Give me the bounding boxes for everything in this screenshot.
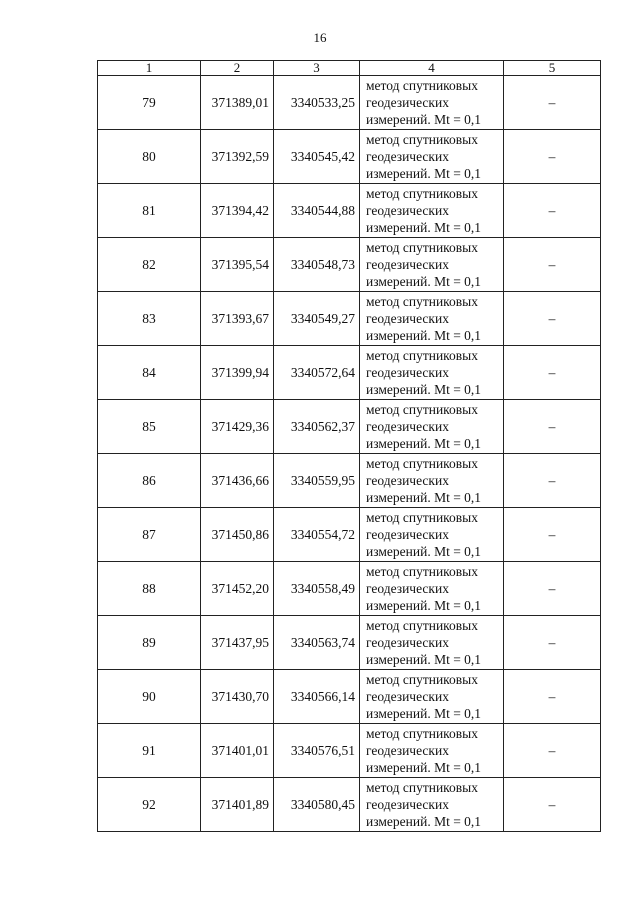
method-line-2: геодезических <box>366 365 449 380</box>
method-line-2: геодезических <box>366 635 449 650</box>
y-coordinate-cell: 3340533,25 <box>274 76 360 130</box>
point-number-cell: 79 <box>98 76 201 130</box>
y-coordinate-cell: 3340558,49 <box>274 562 360 616</box>
method-line-2: геодезических <box>366 149 449 164</box>
method-line-1: метод спутниковых <box>366 78 478 93</box>
method-cell <box>360 454 504 508</box>
method-cell <box>360 562 504 616</box>
y-coordinate-cell: 3340559,95 <box>274 454 360 508</box>
column-5-cell: – <box>504 346 601 400</box>
method-line-1: метод спутниковых <box>366 240 478 255</box>
table-row <box>98 724 601 778</box>
x-coordinate-cell: 371393,67 <box>201 292 274 346</box>
method-line-2: геодезических <box>366 689 449 704</box>
y-coordinate-cell: 3340554,72 <box>274 508 360 562</box>
x-coordinate-cell: 371437,95 <box>201 616 274 670</box>
method-line-1: метод спутниковых <box>366 726 478 741</box>
y-coordinate-cell: 3340562,37 <box>274 400 360 454</box>
method-line-3: измерений. Mt = 0,1 <box>366 112 482 127</box>
method-line-2: геодезических <box>366 527 449 542</box>
table-row <box>98 76 601 130</box>
method-cell <box>360 292 504 346</box>
point-number-cell: 84 <box>98 346 201 400</box>
x-coordinate-cell: 371389,01 <box>201 76 274 130</box>
method-line-3: измерений. Mt = 0,1 <box>366 490 482 505</box>
method-line-2: геодезических <box>366 581 449 596</box>
y-coordinate-cell: 3340572,64 <box>274 346 360 400</box>
page-number: 16 <box>313 30 327 45</box>
method-line-1: метод спутниковых <box>366 186 478 201</box>
column-header-4: 4 <box>360 61 504 76</box>
method-line-2: геодезических <box>366 743 449 758</box>
column-5-cell: – <box>504 400 601 454</box>
x-coordinate-cell: 371395,54 <box>201 238 274 292</box>
method-cell <box>360 670 504 724</box>
method-cell <box>360 238 504 292</box>
x-coordinate-cell: 371436,66 <box>201 454 274 508</box>
table-row <box>98 670 601 724</box>
column-5-cell: – <box>504 778 601 832</box>
method-cell <box>360 778 504 832</box>
method-cell <box>360 184 504 238</box>
method-line-3: измерений. Mt = 0,1 <box>366 706 482 721</box>
table-row <box>98 562 601 616</box>
method-line-3: измерений. Mt = 0,1 <box>366 382 482 397</box>
method-line-3: измерений. Mt = 0,1 <box>366 814 482 829</box>
method-cell <box>360 130 504 184</box>
column-header-1: 1 <box>98 61 201 76</box>
point-number-cell: 89 <box>98 616 201 670</box>
column-header-5: 5 <box>504 61 601 76</box>
column-5-cell: – <box>504 508 601 562</box>
method-cell <box>360 724 504 778</box>
column-5-cell: – <box>504 292 601 346</box>
y-coordinate-cell: 3340580,45 <box>274 778 360 832</box>
x-coordinate-cell: 371401,01 <box>201 724 274 778</box>
method-line-3: измерений. Mt = 0,1 <box>366 760 482 775</box>
method-line-2: геодезических <box>366 311 449 326</box>
table-row <box>98 454 601 508</box>
point-number-cell: 80 <box>98 130 201 184</box>
method-line-3: измерений. Mt = 0,1 <box>366 652 482 667</box>
table-row <box>98 238 601 292</box>
table-header-row <box>98 61 601 76</box>
method-line-3: измерений. Mt = 0,1 <box>366 436 482 451</box>
column-header-2: 2 <box>201 61 274 76</box>
x-coordinate-cell: 371401,89 <box>201 778 274 832</box>
method-cell <box>360 346 504 400</box>
column-5-cell: – <box>504 238 601 292</box>
table-row <box>98 346 601 400</box>
column-5-cell: – <box>504 562 601 616</box>
table-row <box>98 130 601 184</box>
y-coordinate-cell: 3340544,88 <box>274 184 360 238</box>
method-line-3: измерений. Mt = 0,1 <box>366 328 482 343</box>
y-coordinate-cell: 3340545,42 <box>274 130 360 184</box>
column-5-cell: – <box>504 184 601 238</box>
method-line-1: метод спутниковых <box>366 132 478 147</box>
method-cell <box>360 508 504 562</box>
column-5-cell: – <box>504 616 601 670</box>
point-number-cell: 82 <box>98 238 201 292</box>
table-row <box>98 184 601 238</box>
method-line-1: метод спутниковых <box>366 672 478 687</box>
method-line-2: геодезических <box>366 797 449 812</box>
point-number-cell: 83 <box>98 292 201 346</box>
method-cell <box>360 616 504 670</box>
column-5-cell: – <box>504 130 601 184</box>
table-row <box>98 292 601 346</box>
x-coordinate-cell: 371450,86 <box>201 508 274 562</box>
x-coordinate-cell: 371392,59 <box>201 130 274 184</box>
column-5-cell: – <box>504 724 601 778</box>
point-number-cell: 87 <box>98 508 201 562</box>
method-line-1: метод спутниковых <box>366 510 478 525</box>
x-coordinate-cell: 371452,20 <box>201 562 274 616</box>
x-coordinate-cell: 371399,94 <box>201 346 274 400</box>
y-coordinate-cell: 3340549,27 <box>274 292 360 346</box>
x-coordinate-cell: 371430,70 <box>201 670 274 724</box>
method-line-1: метод спутниковых <box>366 456 478 471</box>
method-line-2: геодезических <box>366 419 449 434</box>
table-row <box>98 616 601 670</box>
method-line-1: метод спутниковых <box>366 294 478 309</box>
method-line-3: измерений. Mt = 0,1 <box>366 598 482 613</box>
method-line-2: геодезических <box>366 95 449 110</box>
table-row <box>98 400 601 454</box>
y-coordinate-cell: 3340563,74 <box>274 616 360 670</box>
coordinates-table <box>97 60 601 832</box>
method-line-2: геодезических <box>366 257 449 272</box>
point-number-cell: 81 <box>98 184 201 238</box>
method-line-2: геодезических <box>366 203 449 218</box>
point-number-cell: 92 <box>98 778 201 832</box>
method-line-1: метод спутниковых <box>366 564 478 579</box>
x-coordinate-cell: 371429,36 <box>201 400 274 454</box>
point-number-cell: 91 <box>98 724 201 778</box>
table-row <box>98 508 601 562</box>
method-cell <box>360 76 504 130</box>
column-5-cell: – <box>504 76 601 130</box>
method-line-2: геодезических <box>366 473 449 488</box>
point-number-cell: 86 <box>98 454 201 508</box>
point-number-cell: 88 <box>98 562 201 616</box>
point-number-cell: 90 <box>98 670 201 724</box>
method-line-1: метод спутниковых <box>366 402 478 417</box>
y-coordinate-cell: 3340576,51 <box>274 724 360 778</box>
method-line-1: метод спутниковых <box>366 348 478 363</box>
method-line-3: измерений. Mt = 0,1 <box>366 166 482 181</box>
table-row <box>98 778 601 832</box>
method-line-3: измерений. Mt = 0,1 <box>366 274 482 289</box>
method-line-1: метод спутниковых <box>366 618 478 633</box>
method-cell <box>360 400 504 454</box>
column-header-3: 3 <box>274 61 360 76</box>
y-coordinate-cell: 3340548,73 <box>274 238 360 292</box>
method-line-3: измерений. Mt = 0,1 <box>366 220 482 235</box>
column-5-cell: – <box>504 454 601 508</box>
method-line-1: метод спутниковых <box>366 780 478 795</box>
method-line-3: измерений. Mt = 0,1 <box>366 544 482 559</box>
column-5-cell: – <box>504 670 601 724</box>
x-coordinate-cell: 371394,42 <box>201 184 274 238</box>
point-number-cell: 85 <box>98 400 201 454</box>
y-coordinate-cell: 3340566,14 <box>274 670 360 724</box>
